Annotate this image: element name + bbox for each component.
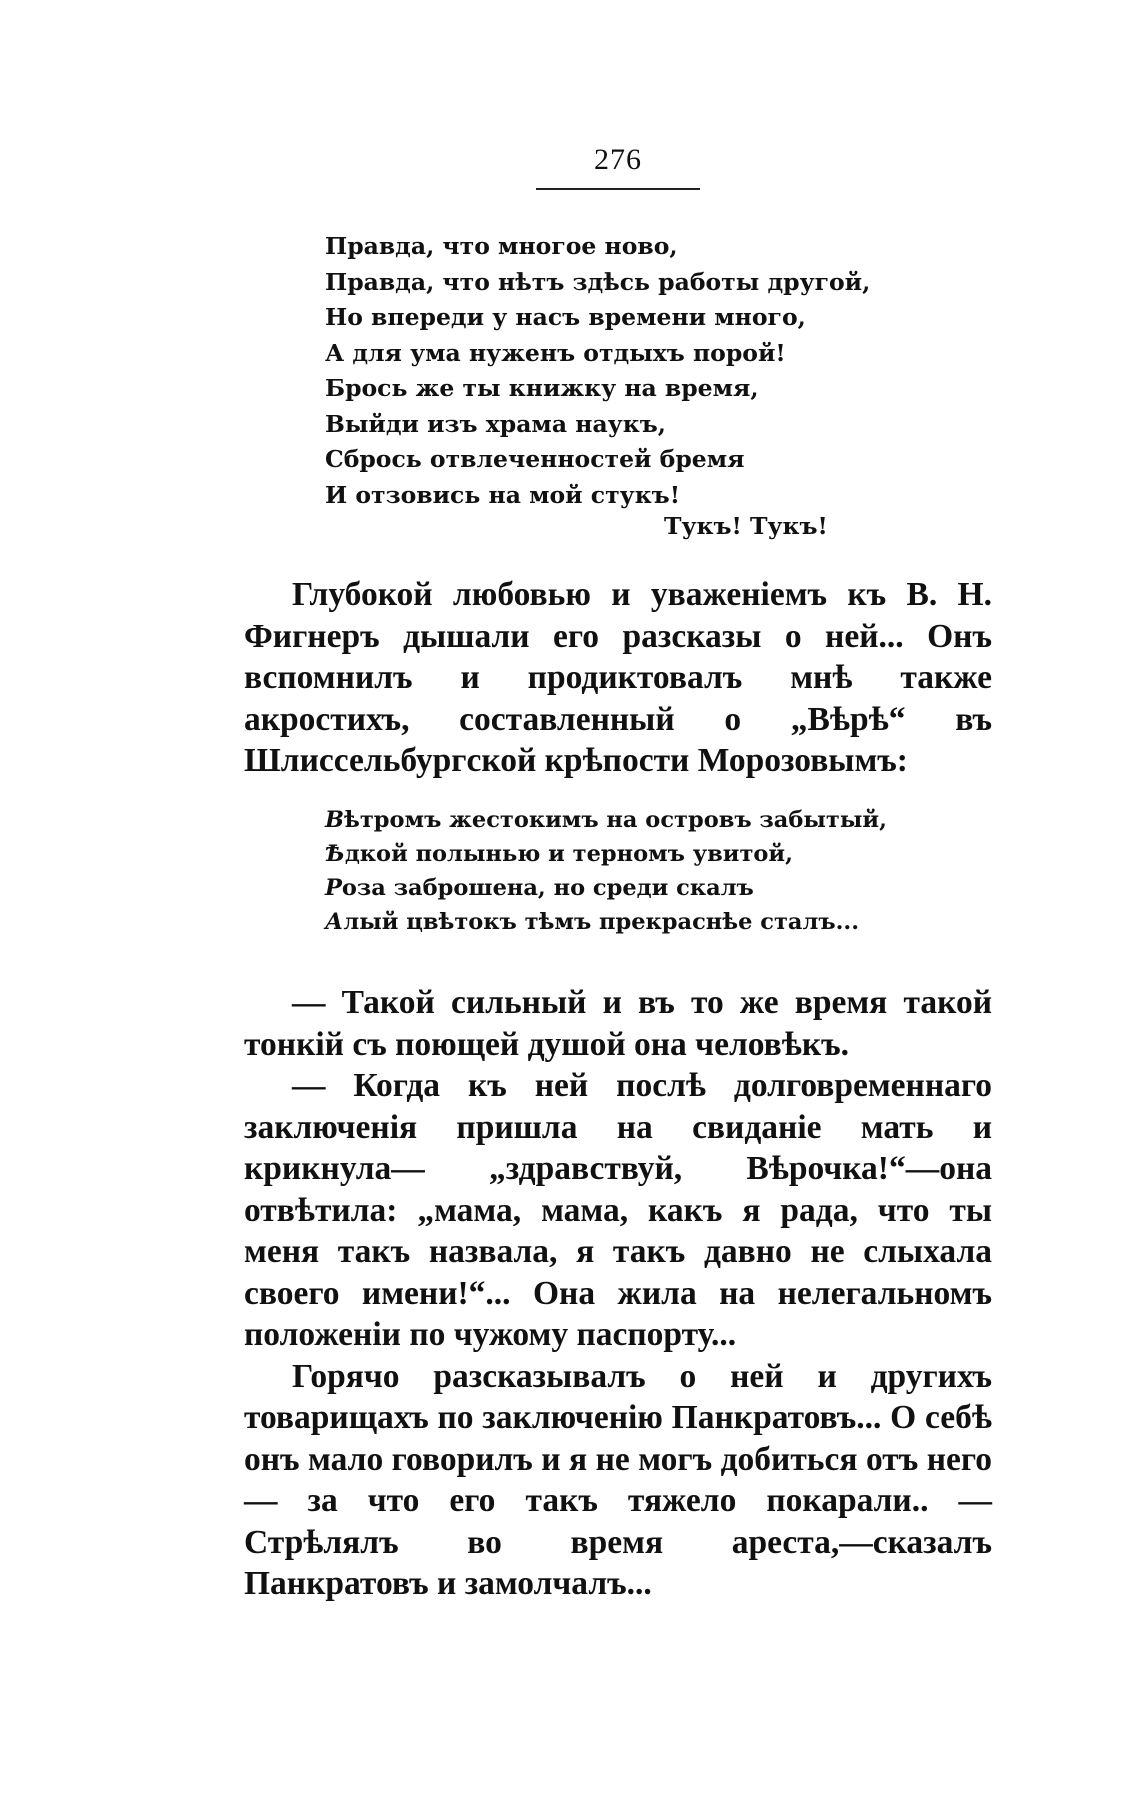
dialogue-paragraph: — Такой сильный и въ то же время такой тонкій съ поющей душой она человѣкъ. (244, 984, 992, 1063)
page-number-rule (536, 188, 700, 190)
acrostic-initial: Р (325, 875, 342, 901)
acrostic-line (325, 905, 887, 939)
acrostic-initial: А (325, 909, 344, 935)
poem-stanza (325, 229, 870, 513)
acrostic-line (325, 871, 887, 905)
poem-line: Брось же ты книжку на время, (325, 374, 759, 402)
acrostic-line (325, 837, 887, 871)
poem-line: И отзовись на мой стукъ! (325, 480, 681, 509)
poem-line: Правда, что нѣтъ здѣсь работы другой, (325, 267, 871, 296)
poem-line: Выйди изъ храма наукъ, (325, 409, 666, 438)
acrostic-initial: Ѣ (325, 841, 345, 867)
acrostic-line-text: дкой полынью и терномъ увитой, (344, 841, 793, 867)
body-text-block (244, 982, 992, 1605)
dialogue-paragraph: — Когда къ ней послѣ долговременнаго заключенія пришла на свиданіе мать и крикнула— „здравствуй, Вѣрочка!“—она отвѣтила: „мама, мама, какъ я рада, что ты меня такъ назвала, я такъ давно не слыхала своего имени!“... Она жила на нелегальномъ положеніи по чужому паспорту... (244, 1067, 992, 1353)
acrostic-line-text: лый цвѣтокъ тѣмъ прекраснѣе сталъ... (343, 909, 860, 935)
acrostic-line (325, 803, 887, 837)
poem-line: Но впереди у насъ времени много, (325, 303, 806, 331)
acrostic-line-text: ѣтромъ жестокимъ на островъ забытый, (344, 807, 887, 833)
acrostic-line-text: оза заброшена, но среди скалъ (341, 875, 754, 901)
poem-refrain: Тукъ! Тукъ! (664, 512, 828, 540)
intro-paragraph-block (244, 574, 992, 782)
acrostic-initial: В (325, 807, 345, 833)
poem-line: Правда, что многое ново, (325, 232, 678, 260)
poem-line: А для ума нуженъ отдыхъ порой! (325, 338, 786, 367)
acrostic-poem (325, 803, 887, 939)
poem-line: Сбрось отвлеченностей бремя (325, 445, 745, 473)
body-paragraph: Горячо разсказывалъ о ней и другихъ товарищахъ по заключенію Панкратовъ... О себѣ онъ мало говорилъ и я не могъ добиться отъ него— за что его такъ тяжело покарали.. —Стрѣлялъ во время ареста,—сказалъ Панкратовъ и замолчалъ... (244, 1357, 992, 1602)
intro-paragraph: Глубокой любовью и уваженіемъ къ В. Н. Фигнеръ дышали его разсказы о ней... Онъ вспомнилъ и продиктовалъ мнѣ также акростихъ, составленный о „Вѣрѣ“ въ Шлиссельбургской крѣпости Морозовымъ: (244, 576, 992, 779)
page-number: 276 (594, 143, 642, 176)
